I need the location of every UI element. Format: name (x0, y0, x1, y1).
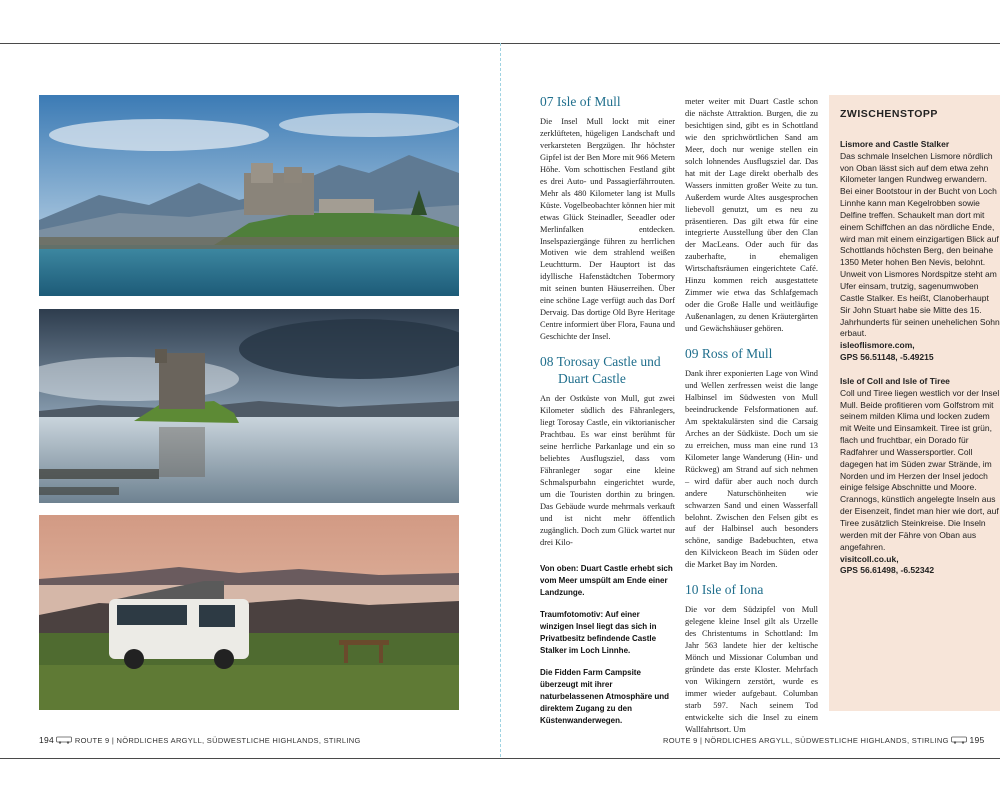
column-2 (685, 96, 818, 736)
sidebar-coll-tiree-text: Coll und Tiree liegen westlich vor der Insel Mull. Beide profitieren vom Golfstrom mit seinem milden Klima und locken zudem mit Weite und Einsamkeit. Tiree ist grün, flach und fruchtbar, ein Dorado für Radfahrer und Wassersportler. Coll dagegen hat im Süden zwar Strände, im Norden und im Herzen der Insel jedoch einige felsige Abschnitte und Moore. Crannogs, künstlich angelegte Inseln aus der Eisenzeit, findet man hier wie dort, auf Tiree zusätzlich Steinkreise. Die Inseln werden mit der Fähre von Oban aus angefahren. (840, 387, 1000, 552)
heading-07-isle-of-mull: 07 Isle of Mull (540, 94, 621, 109)
footer-route-left: ROUTE 9 | NÖRDLICHES ARGYLL, SÜDWESTLICHE HIGHLANDS, STIRLING (74, 736, 361, 745)
sidebar-lismore-text: Das schmale Inselchen Lismore nördlich von Oban lässt sich auf dem etwa zehn Kilometer langen Rundweg erwandern. Bei einer Bootstour in der Bucht von Loch Linnhe kann man Kegelrobben sowie Delfine treffen. Schaukelt man dort mit einem Schiffchen an das nördliche Ende, wird man mit einem einzigartigen Blick auf Schottlands höchsten Berg, den beinahe 1350 Meter hohen Ben Nevis, belohnt. Unweit von Lismores Nordspitze steht am Ufer einsam, trutzig, sagenumwoben Castle Stalker. Es heißt, Clanoberhaupt Sir John Stuart habe sie Mitte des 15. Jahrhunderts für seinen unehelichen Sohn erbaut. (840, 150, 1000, 339)
paragraph-torosay-castle: An der Ostküste von Mull, gut zwei Kilometer südlich des Fähranlegers, liegt Torosay Castle, ein viktorianischer Prachtbau. Es war einst berühmt für seine herrliche Parkanlage und ein so beliebtes Ausflugsziel, dass vom Fähranleger sogar eine kleine Schmalspurbahn eingerichtet wurde, um die Touristen dorthin zu bringen. Das Gebäude wurde mehrmals verkauft und ist nicht mehr öffentlich zugänglich. Doch zum Glück wartet nur drei Kilo- (540, 394, 675, 547)
footer-left (39, 735, 361, 746)
photo-captions (540, 563, 675, 737)
paragraph-ross-of-mull: Dank ihrer exponierten Lage von Wind und Wellen zerfressen weist die lange Halbinsel im Südwesten von Mull beeindruckende Felsformationen auf. Am spektakulärsten sind die Carsaig Arches an der Südküste. Doch um sie zu erreichen, muss man eine rund 13 Kilometer lange Wanderung (Hin- und Rückweg) am Strand auf sich nehmen – wird dafür aber auch noch durch andere Naturschönheiten wie schwarzen Sand und einen Wasserfall belohnt. Zwischen den Felsen gibt es auf der Halbinsel auch besonders schöne, sandige Badebuchten, etwa den Kilvickeon Beach im Süden oder die Market Bay im Norden. (685, 369, 818, 570)
photo-castle-stalker (39, 309, 459, 503)
page-number-right: 195 (969, 735, 985, 745)
paragraph-isle-of-mull: Die Insel Mull lockt mit einer zerklüfteten, hügeligen Landschaft und verkarsteten Bergzügen. Ihr höchster Gipfel ist der Ben More mit 966 Metern Höhe. Vom schottischen Festland gibt es drei Auto- und Passagierfährrouten. Mehr als 480 Kilometer lang ist Mulls Küste. Vogelbeobachter können hier mit etwas Glück Steinadler, Seeadler oder Merlinfalken entdecken. Inselspaziergänge führen zu herrlichen Motiven wie dem strahlend weißen Leuchtturm. Der Hauptort ist das idyllische Hafenstädtchen Tobermory mit seinen bunten Häuserreihen. Über eine schöne Lage verfügt auch das Dorf Dervaig. Das dortige Old Byre Heritage Centre informiert über Flora, Fauna und Geschichte der Insel. (540, 117, 675, 342)
campervan-icon (56, 736, 72, 746)
campervan-icon (951, 736, 967, 746)
page-number-left: 194 (39, 735, 55, 745)
caption-1: Von oben: Duart Castle erhebt sich vom Meer umspült am Ende einer Landzunge. (540, 564, 673, 597)
paragraph-duart-castle: meter weiter mit Duart Castle schon die nächste Attraktion. Burgen, die zu besichtigen sind, gibt es in Schottland wie den sprichwörtlichen Sand am Meer, doch nur wenige stellen ein solch lohnendes Ausflugsziel dar. Das hat mit der Lage direkt oberhalb des Wassers inmitten großer Weite zu tun. Außerdem wurde Altes ausgesprochen liebevoll genutzt, um es neu zu präsentieren. Das gilt etwa für eine integrierte Ausstellung über den Clan der MacLeans. Oder auch für das zauberhafte, in ehemaligen Wirtschaftsräumen eingerichtete Café. Hinzu kommen reich ausgestattete Zimmer wie etwa das Schlafgemach oder die Große Halle und weitläufige Außenanlagen, zu denen Kräutergärten und Gewächshäuser gehören. (685, 97, 818, 334)
sidebar-title: ZWISCHENSTOPP (840, 108, 938, 120)
sidebar-lismore-title: Lismore and Castle Stalker (840, 138, 950, 149)
heading-08-torosay-castle: 08 Torosay Castle und Duart Castle (540, 354, 661, 387)
photo-campervan (39, 515, 459, 710)
heading-10-isle-of-iona: 10 Isle of Iona (685, 582, 764, 598)
heading-09-ross-of-mull: 09 Ross of Mull (685, 346, 773, 362)
paragraph-isle-of-iona: Die vor dem Südzipfel von Mull gelegene kleine Insel gilt als Urzelle des Christentums in Schottland: Im Jahr 563 landete hier der keltische Mönch und Missionar Columban und gründete das erste Kloster. Mehrfach von Wikingern zerstört, wurde es immer wieder aufgebaut. Columban starb 597. Nach seinem Tod entwickelte sich die Insel zu einem Wallfahrtsort. Um (685, 605, 818, 734)
column-1 (540, 93, 675, 549)
caption-2: Traumfotomotiv: Auf einer winzigen Insel liegt das sich in Privatbesitz befindende Castle Stalker im Loch Linnhe. (540, 610, 657, 655)
sidebar-coll-tiree-gps: GPS 56.61498, -6.52342 (840, 565, 935, 576)
photo-duart-castle (39, 95, 459, 296)
page-gutter (500, 43, 501, 757)
footer-right (663, 735, 985, 746)
sidebar-content (840, 106, 1000, 577)
caption-3: Die Fidden Farm Campsite überzeugt mit ihrer naturbelassenen Atmosphäre und direktem Zugang zu den Küstenwanderwegen. (540, 668, 670, 725)
sidebar-lismore-url[interactable]: isleoflismore.com, (840, 340, 915, 351)
footer-route-right: ROUTE 9 | NÖRDLICHES ARGYLL, SÜDWESTLICHE HIGHLANDS, STIRLING (663, 736, 949, 745)
sidebar-coll-tiree-title: Isle of Coll and Isle of Tiree (840, 375, 950, 386)
sidebar-coll-tiree-url[interactable]: visitcoll.co.uk, (840, 553, 899, 564)
sidebar-lismore-gps: GPS 56.51148, -5.49215 (840, 352, 934, 363)
